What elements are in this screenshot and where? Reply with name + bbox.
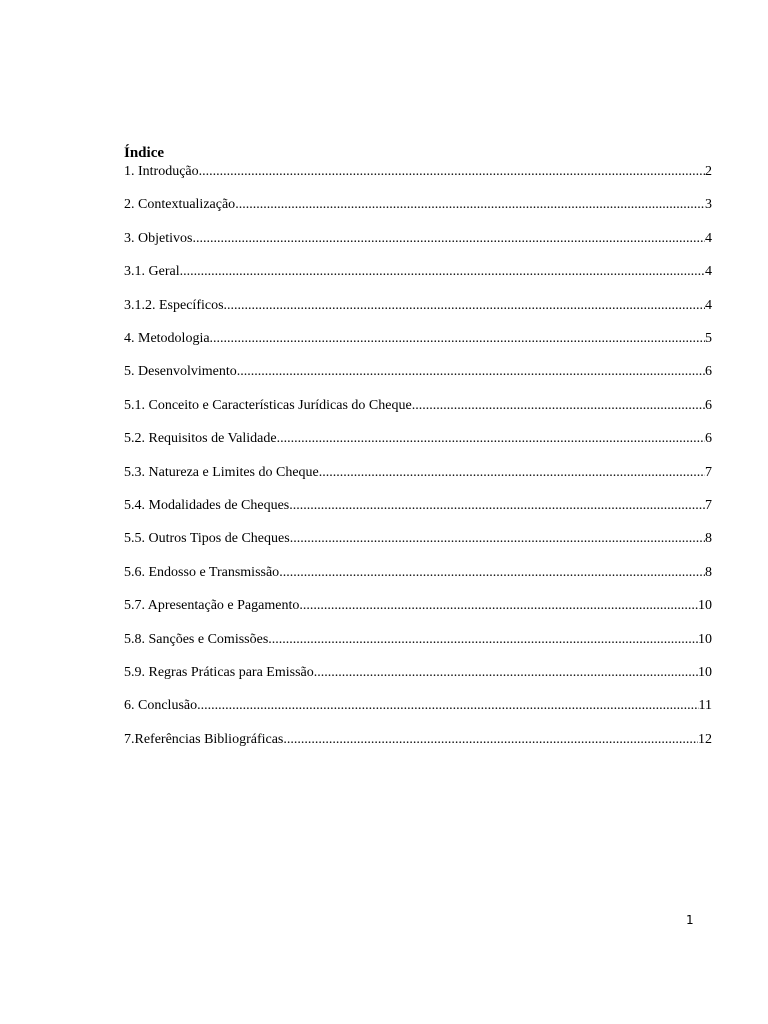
toc-entry-label: 6. Conclusão xyxy=(124,698,198,714)
toc-entry-page-number: 8 xyxy=(705,531,712,547)
toc-entry-label: 3.1.2. Específicos xyxy=(124,297,224,313)
toc-entry-page-number: 4 xyxy=(705,297,712,313)
toc-title: Índice xyxy=(124,145,165,161)
toc-entry-label: 4. Metodologia xyxy=(124,331,210,346)
toc-dot-leader xyxy=(290,529,705,549)
toc-entry-label: 5.6. Endosso e Transmissão xyxy=(124,564,280,580)
toc-entry[interactable] xyxy=(124,229,712,249)
toc-entry-label: 3. Objetivos xyxy=(124,230,193,246)
toc-entry-page-number: 7 xyxy=(705,498,712,513)
toc-entry-label: 5.5. Outros Tipos de Cheques xyxy=(124,531,290,547)
toc-dot-leader xyxy=(299,596,698,616)
toc-dot-leader xyxy=(237,362,705,382)
toc-entry-label: 7.Referências Bibliográficas xyxy=(124,731,284,747)
toc-entry[interactable] xyxy=(124,262,712,282)
toc-entry-label: 5.7. Apresentação e Pagamento xyxy=(124,598,300,614)
toc-entry[interactable] xyxy=(124,663,712,683)
toc-entry-page-number: 4 xyxy=(705,230,712,246)
toc-dot-leader xyxy=(235,195,705,215)
toc-dot-leader xyxy=(319,463,705,483)
toc-dot-leader xyxy=(210,329,705,349)
toc-entry[interactable] xyxy=(124,296,712,316)
toc-entry-page-number: 3 xyxy=(705,197,712,213)
toc-entry[interactable] xyxy=(124,596,712,616)
toc-entry-page-number: 2 xyxy=(705,164,712,179)
toc-dot-leader xyxy=(277,429,705,449)
toc-dot-leader xyxy=(197,696,698,716)
toc-entry-page-number: 4 xyxy=(705,264,712,280)
toc-entry-label: 5. Desenvolvimento xyxy=(124,364,237,380)
toc-dot-leader xyxy=(279,563,705,583)
toc-entry[interactable] xyxy=(124,329,712,349)
toc-entry-label: 5.2. Requisitos de Validade xyxy=(124,431,277,447)
toc-dot-leader xyxy=(268,630,698,650)
toc-dot-leader xyxy=(289,496,705,516)
toc-entry-page-number: 6 xyxy=(705,397,712,413)
toc-entry-page-number: 10 xyxy=(698,665,712,680)
toc-entry[interactable] xyxy=(124,195,712,215)
page-number: 1 xyxy=(686,913,694,927)
toc-entry[interactable] xyxy=(124,696,712,716)
toc-entry-page-number: 10 xyxy=(698,598,712,614)
toc-entry-page-number: 6 xyxy=(705,364,712,380)
toc-entry[interactable] xyxy=(124,162,712,182)
toc-entry-label: 5.3. Natureza e Limites do Cheque xyxy=(124,464,319,480)
toc-entry-label: 5.8. Sanções e Comissões xyxy=(124,631,269,647)
toc-entry-page-number: 8 xyxy=(705,564,712,580)
toc-entry[interactable] xyxy=(124,730,712,750)
toc-entry-label: 5.1. Conceito e Características Jurídicas do Cheque xyxy=(124,397,412,413)
toc-entry-page-number: 5 xyxy=(705,331,712,346)
toc-entry[interactable] xyxy=(124,529,712,549)
toc-dot-leader xyxy=(192,229,705,249)
toc-entry-label: 2. Contextualização xyxy=(124,197,236,213)
toc-dot-leader xyxy=(412,396,705,416)
toc-entry[interactable] xyxy=(124,563,712,583)
toc-entry-label: 5.4. Modalidades de Cheques xyxy=(124,498,290,513)
toc-entry-page-number: 10 xyxy=(698,631,712,647)
toc-entry-page-number: 6 xyxy=(705,431,712,447)
toc-entry-page-number: 7 xyxy=(705,464,712,480)
toc-entry[interactable] xyxy=(124,496,712,516)
toc-entry-label: 3.1. Geral xyxy=(124,264,180,280)
toc-entry-page-number: 11 xyxy=(698,698,712,714)
toc-dot-leader xyxy=(180,262,705,282)
toc-entry[interactable] xyxy=(124,396,712,416)
toc-dot-leader xyxy=(283,730,698,750)
toc-entry[interactable] xyxy=(124,429,712,449)
toc-entry-label: 1. Introdução xyxy=(124,164,199,179)
toc-dot-leader xyxy=(314,663,698,683)
toc-entry[interactable] xyxy=(124,362,712,382)
toc-entry-page-number: 12 xyxy=(698,731,712,747)
toc-dot-leader xyxy=(199,162,705,182)
toc-entry-label: 5.9. Regras Práticas para Emissão xyxy=(124,665,314,680)
toc-entry[interactable] xyxy=(124,463,712,483)
toc-dot-leader xyxy=(224,296,705,316)
toc-entry[interactable] xyxy=(124,630,712,650)
